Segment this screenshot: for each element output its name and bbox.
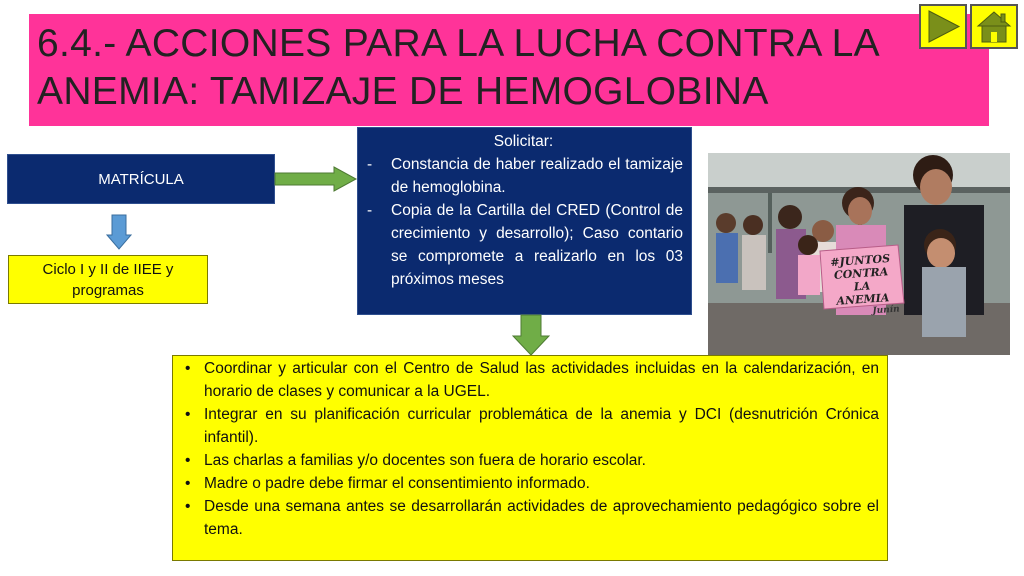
play-triangle-icon — [921, 6, 965, 47]
sign-line: #JUNTOS — [829, 251, 891, 270]
solicitar-list — [364, 153, 683, 291]
mothers-children-photo — [708, 153, 1010, 355]
solicitar-item: - Copia de la Cartilla del CRED (Control de crecimiento y desarrollo); Caso contario se compromete a realizarlo en los 03 próximos meses — [364, 199, 683, 291]
arrow-down-green-icon — [512, 314, 550, 356]
sign-line: ANEMIA — [836, 291, 890, 308]
home-button[interactable] — [970, 4, 1018, 49]
slide-title: 6.4.- ACCIONES PARA LA LUCHA CONTRA LA ANEMIA: TAMIZAJE DE HEMOGLOBINA — [37, 22, 878, 113]
sign-text — [824, 252, 900, 322]
next-slide-button[interactable] — [919, 4, 967, 49]
actions-list — [181, 357, 879, 541]
sign-line: CONTRA LA — [833, 265, 889, 294]
ciclo-box — [8, 255, 208, 304]
action-item: • Coordinar y articular con el Centro de Salud las actividades incluidas en la calendarización, en horario de clases y comunicar a la UGEL. — [181, 357, 879, 403]
action-item: • Madre o padre debe firmar el consentimiento informado. — [181, 472, 879, 495]
arrow-right-icon — [274, 166, 358, 192]
solicitar-item: - Constancia de haber realizado el tamizaje de hemoglobina. — [364, 153, 683, 199]
solicitar-heading: Solicitar: — [493, 133, 554, 150]
title-banner — [29, 14, 989, 126]
action-item: • Integrar en su planificación curricular problemática de la anemia y DCI (desnutrición Crónica infantil). — [181, 403, 879, 449]
ciclo-label: Ciclo I y II de IIEE y programas — [42, 260, 174, 299]
action-item: • Las charlas a familias y/o docentes son fuera de horario escolar. — [181, 449, 879, 472]
matricula-label: MATRÍCULA — [98, 170, 184, 188]
actions-box — [172, 355, 888, 561]
sign-line: Junín — [872, 304, 901, 317]
arrow-down-icon — [106, 214, 132, 250]
matricula-box — [7, 154, 275, 204]
action-item: • Desde una semana antes se desarrollarán actividades de aprovechamiento pedagógico sobre el tema. — [181, 495, 879, 541]
solicitar-box — [357, 127, 692, 315]
home-icon — [972, 6, 1016, 47]
